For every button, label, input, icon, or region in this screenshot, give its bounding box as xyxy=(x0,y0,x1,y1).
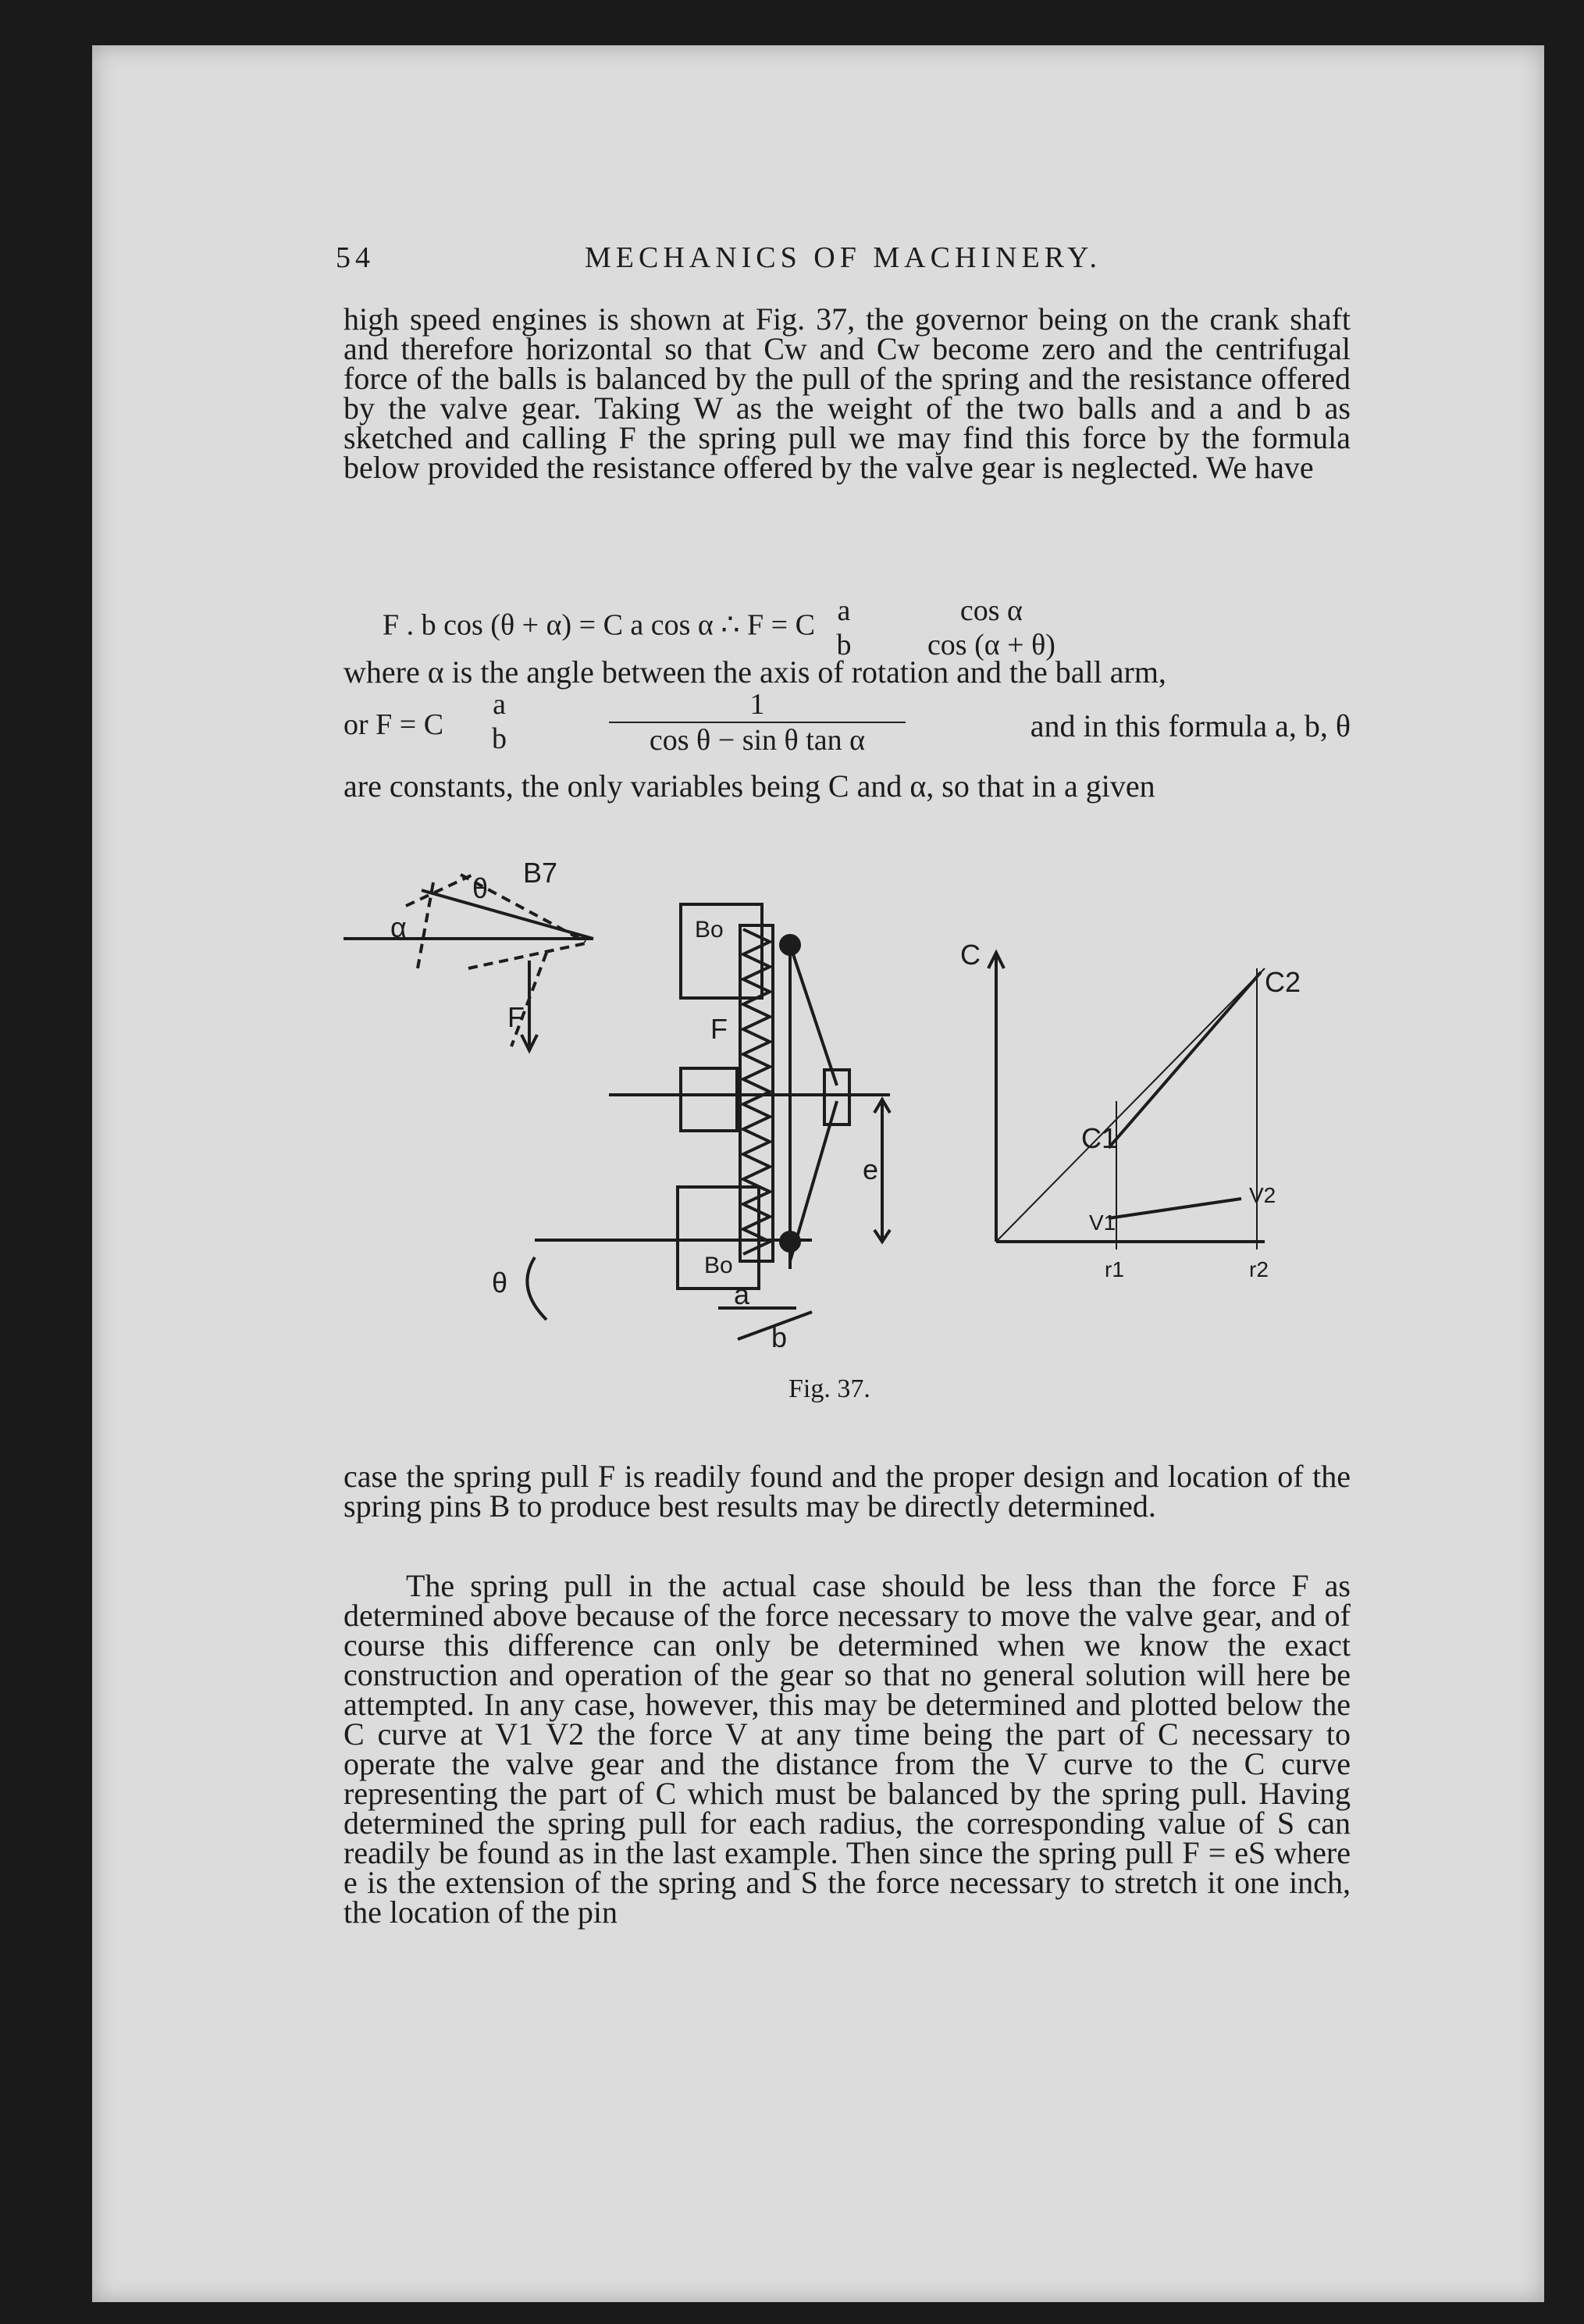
constants-line: are constants, the only variables being C and α, so that in a given xyxy=(343,768,1155,804)
f-spring-label: F xyxy=(710,1013,728,1045)
running-title: MECHANICS OF MACHINERY. xyxy=(584,241,1102,274)
ball-middle xyxy=(681,1068,737,1131)
equation-1-left: F . b cos (θ + α) = C a cos α ∴ F = C xyxy=(383,608,815,642)
f-left-label: F xyxy=(507,1001,525,1033)
alpha-label: α xyxy=(390,911,407,943)
page-header xyxy=(336,241,1351,280)
sleeve xyxy=(824,1070,849,1125)
eq2-frac2-num: 1 xyxy=(749,688,765,721)
spring-coil xyxy=(743,929,770,1254)
e-label: e xyxy=(863,1153,879,1185)
governor-figure xyxy=(343,851,1358,1413)
r1-label: r1 xyxy=(1105,1257,1124,1281)
equation-1 xyxy=(383,593,1055,662)
v1-label: V1 xyxy=(1089,1210,1116,1235)
figure-drawing xyxy=(343,851,1358,1413)
eq2-frac1-den: b xyxy=(492,722,507,755)
paragraph-1: high speed engines is shown at Fig. 37, the governor being on the crank shaft and therefore horizontal so that Cw and Cw become zero and the centrifugal force of the balls is balanced by the pull of the spring and the resistance offered by the valve gear. Taking W as the weight of the two balls and a and b as sketched and calling F the spring pull we may find this force by the formula below provided the resistance offered by the valve gear is neglected. We have xyxy=(343,301,1351,485)
ball-arm-line xyxy=(422,890,593,939)
link-upper xyxy=(790,945,837,1085)
eq1-frac2-den: cos (α + θ) xyxy=(927,629,1055,661)
eq2-frac1-num: a xyxy=(493,688,506,721)
dashed-arm-4 xyxy=(468,943,586,968)
v2-label: V2 xyxy=(1249,1183,1276,1207)
c-axis-label: C xyxy=(960,939,981,971)
c1-label: C1 xyxy=(1081,1122,1118,1154)
eq2-tail: and in this formula a, b, θ xyxy=(1030,708,1351,743)
paragraph-2: case the spring pull F is readily found and the proper design and location of the spring pins B to produce best results may be directly determined. xyxy=(343,1459,1351,1524)
b7-label: B7 xyxy=(523,857,558,889)
a-label: a xyxy=(734,1278,750,1310)
eq1-frac1-num: a xyxy=(837,594,851,627)
paragraph-3: The spring pull in the actual case should be less than the force F as determined above because of the force necessary to move the valve gear, and of course this difference can only be determined when we know the exact construction and operation of the gear so that no general solution will here be attempted. In any case, however, this may be determined and plotted below the C curve at V1 V2 the force V at any time being the part of C necessary to operate the valve gear and the distance from the V curve to the C curve representing the part of C which must be balanced by the spring pull. Having determined the spring pull for each radius, the corresponding value of S can readily be found as in the last example. Then since the spring pull F = eS where e is the extension of the spring and S the force necessary to stretch it one inch, the location of the pin xyxy=(343,1568,1351,1930)
c2-label: C2 xyxy=(1265,966,1301,998)
eq2-frac2-den: cos θ − sin θ tan α xyxy=(609,722,906,757)
pin-top xyxy=(781,936,799,954)
theta-bottom-label: θ xyxy=(492,1267,508,1299)
eq1-frac2-num: cos α xyxy=(959,594,1023,627)
theta-top-label: θ xyxy=(472,872,489,904)
where-line: where α is the angle between the axis of rotation and the ball arm, xyxy=(343,654,1166,690)
equation-2 xyxy=(343,687,1351,757)
page-number: 54 xyxy=(336,241,375,274)
theta-arc-bottom xyxy=(527,1257,546,1320)
eq2-lead: or F = C xyxy=(343,708,444,741)
c-curve xyxy=(1109,972,1261,1148)
bo-bottom-label: Bo xyxy=(704,1253,733,1278)
figure-caption: Fig. 37. xyxy=(788,1374,870,1403)
r2-label: r2 xyxy=(1249,1257,1269,1281)
b-label: b xyxy=(771,1321,788,1353)
eq1-frac1-den: b xyxy=(836,629,852,661)
bo-top-label: Bo xyxy=(695,917,724,943)
v-curve xyxy=(1109,1199,1241,1218)
